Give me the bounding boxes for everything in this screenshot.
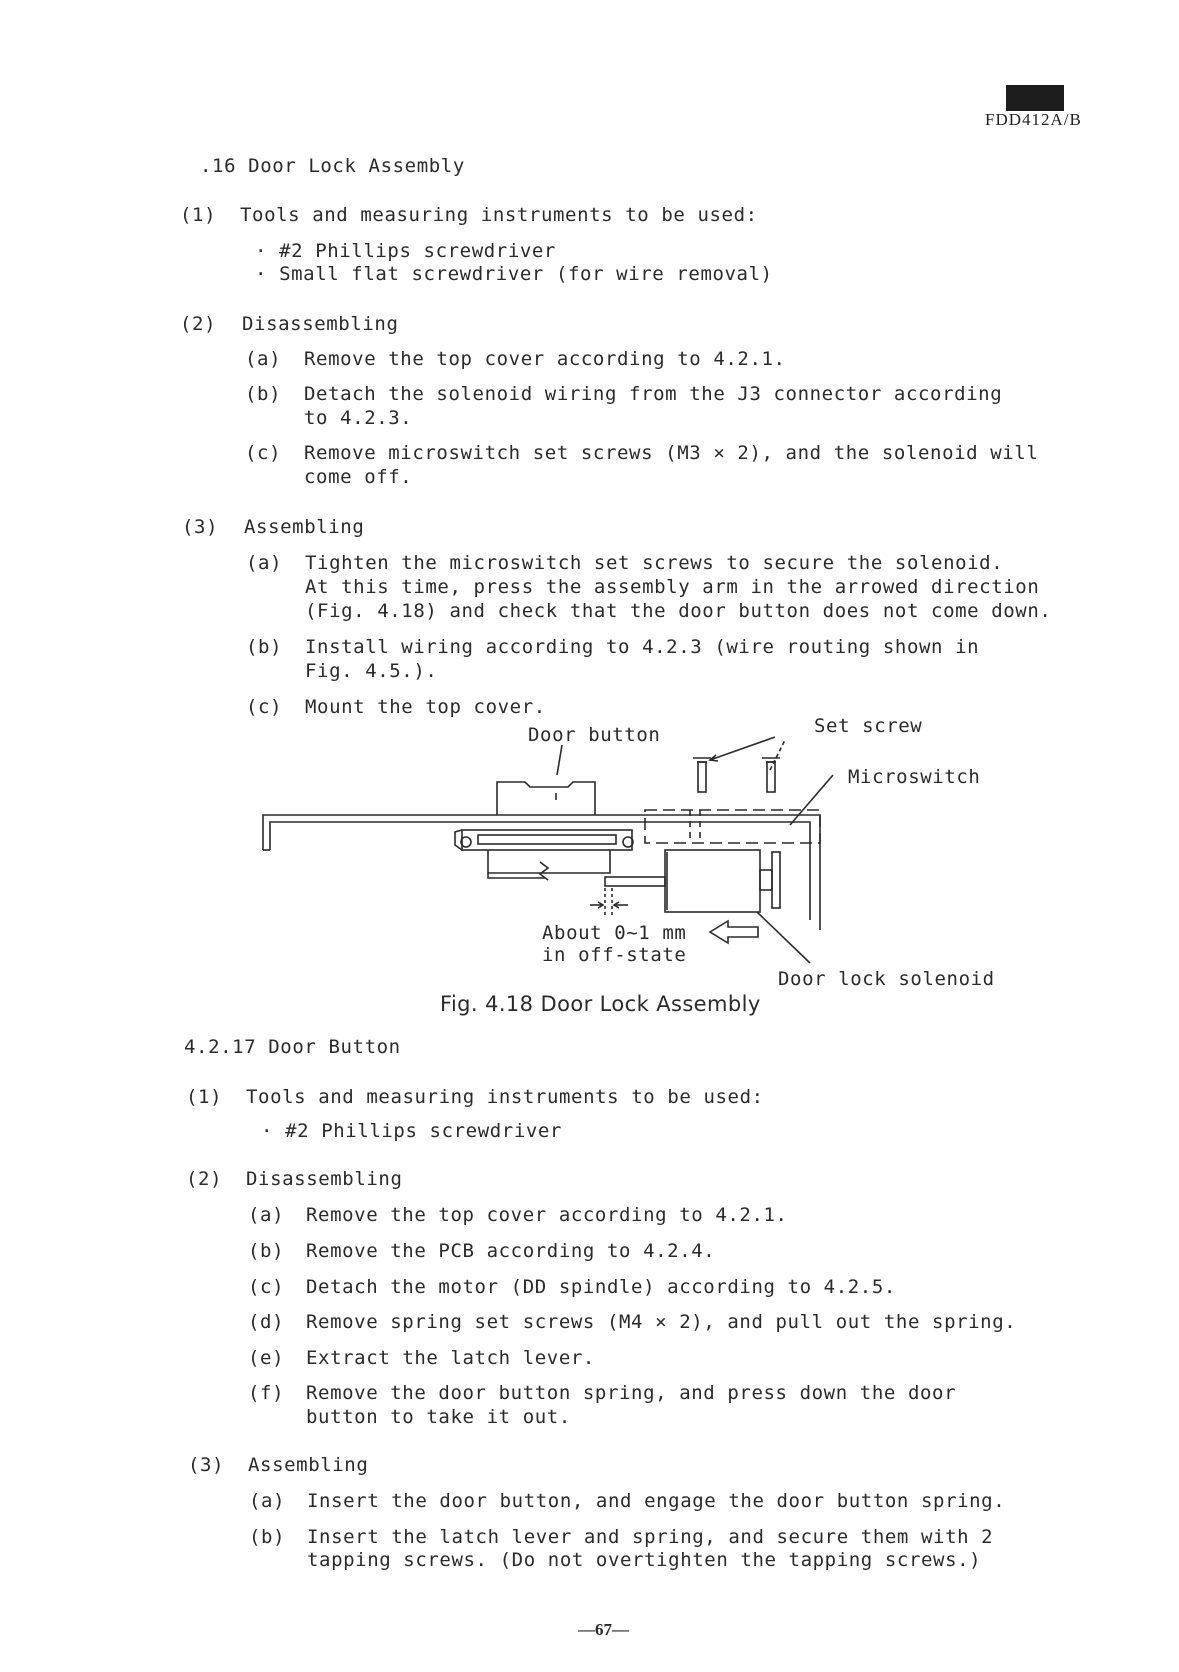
s1-assembling-heading: Assembling xyxy=(244,516,365,538)
s1-asm-step-label: (c) xyxy=(246,696,283,718)
s2-tool-item: · #2 Phillips screwdriver xyxy=(261,1120,562,1142)
s1-assembling-num: (3) xyxy=(182,516,219,538)
label-gap-line1: About 0~1 mm xyxy=(542,922,687,944)
s1-dis-step-label: (a) xyxy=(245,348,282,370)
s1-asm-step-text: Tighten the microswitch set screws to secure the solenoid. xyxy=(305,552,1004,574)
s1-dis-step-text: come off. xyxy=(304,466,413,488)
s1-dis-step-text: Detach the solenoid wiring from the J3 connector according xyxy=(304,383,1003,405)
s1-dis-step-text: Remove the top cover according to 4.2.1. xyxy=(304,348,786,370)
s2-dis-step-text: Extract the latch lever. xyxy=(306,1347,595,1369)
s2-dis-step-text: Remove the door button spring, and press down the door xyxy=(306,1382,957,1404)
s2-asm-step-label: (a) xyxy=(249,1490,286,1512)
s2-dis-step-label: (c) xyxy=(248,1276,285,1298)
s1-asm-step-text: At this time, press the assembly arm in the arrowed direction xyxy=(305,576,1040,598)
solenoid-plunger xyxy=(605,877,665,886)
document-id: FDD412A/B xyxy=(985,110,1082,129)
s2-dis-step-label: (a) xyxy=(248,1204,285,1226)
s2-asm-step-text: Insert the door button, and engage the door button spring. xyxy=(307,1490,1006,1512)
label-set-screw: Set screw xyxy=(814,715,923,737)
door-lock-solenoid xyxy=(665,850,760,912)
label-door-button: Door button xyxy=(528,724,661,746)
set-screw-right xyxy=(762,758,780,792)
s2-dis-step-text: Remove spring set screws (M4 × 2), and pull out the spring. xyxy=(306,1311,1017,1333)
s1-disassembling-num: (2) xyxy=(180,313,217,335)
s1-tool-item: · #2 Phillips screwdriver xyxy=(255,240,556,262)
s1-dis-step-text: to 4.2.3. xyxy=(304,407,413,429)
s1-asm-step-text: (Fig. 4.18) and check that the door button does not come down. xyxy=(305,600,1052,622)
label-microswitch: Microswitch xyxy=(848,766,981,788)
s2-dis-step-label: (b) xyxy=(248,1240,285,1262)
s2-dis-step-label: (e) xyxy=(248,1347,285,1369)
s1-asm-step-text: Fig. 4.5.). xyxy=(305,660,438,682)
direction-arrow xyxy=(710,921,758,943)
s1-asm-step-text: Mount the top cover. xyxy=(305,696,546,718)
s2-asm-step-text: tapping screws. (Do not overtighten the tapping screws.) xyxy=(307,1549,982,1571)
spring-bracket xyxy=(488,850,610,873)
s2-dis-step-label: (d) xyxy=(248,1311,285,1333)
figure-caption: Fig. 4.18 Door Lock Assembly xyxy=(440,992,761,1016)
set-screw-left xyxy=(693,758,711,792)
s2-dis-step-text: button to take it out. xyxy=(306,1406,571,1428)
s2-dis-step-text: Detach the motor (DD spindle) according to 4.2.5. xyxy=(306,1276,896,1298)
s1-asm-step-text: Install wiring according to 4.2.3 (wire routing shown in xyxy=(305,636,980,658)
s2-dis-step-text: Remove the PCB according to 4.2.4. xyxy=(306,1240,716,1262)
s1-asm-step-label: (a) xyxy=(246,552,283,574)
s1-tools-heading: Tools and measuring instruments to be used: xyxy=(240,204,758,226)
s1-tools-num: (1) xyxy=(180,204,217,226)
s2-assembling-heading: Assembling xyxy=(248,1454,369,1476)
s1-asm-step-label: (b) xyxy=(246,636,283,658)
assembly-arm xyxy=(462,830,632,850)
s2-assembling-num: (3) xyxy=(188,1454,225,1476)
section-title-door-button: 4.2.17 Door Button xyxy=(184,1036,401,1058)
s2-disassembling-heading: Disassembling xyxy=(246,1168,403,1190)
section-title-door-lock-assembly: .16 Door Lock Assembly xyxy=(200,155,465,177)
s2-tools-heading: Tools and measuring instruments to be used: xyxy=(246,1086,764,1108)
page-number: —67— xyxy=(578,1620,629,1639)
label-door-lock-solenoid: Door lock solenoid xyxy=(778,968,995,990)
door-button xyxy=(497,782,595,815)
s1-disassembling-heading: Disassembling xyxy=(242,313,399,335)
s1-dis-step-text: Remove microswitch set screws (M3 × 2), and the solenoid will xyxy=(304,442,1039,464)
s1-dis-step-label: (c) xyxy=(245,442,282,464)
s2-dis-step-text: Remove the top cover according to 4.2.1. xyxy=(306,1204,788,1226)
s2-disassembling-num: (2) xyxy=(186,1168,223,1190)
s2-dis-step-label: (f) xyxy=(248,1382,285,1404)
label-gap-line2: in off-state xyxy=(542,944,687,966)
s2-asm-step-text: Insert the latch lever and spring, and secure them with 2 xyxy=(307,1526,994,1548)
s1-dis-step-label: (b) xyxy=(245,383,282,405)
s2-asm-step-label: (b) xyxy=(249,1526,286,1548)
chassis-frame-inner xyxy=(270,822,810,920)
s1-tool-item: · Small flat screwdriver (for wire removal) xyxy=(255,263,773,285)
s2-tools-num: (1) xyxy=(186,1086,223,1108)
